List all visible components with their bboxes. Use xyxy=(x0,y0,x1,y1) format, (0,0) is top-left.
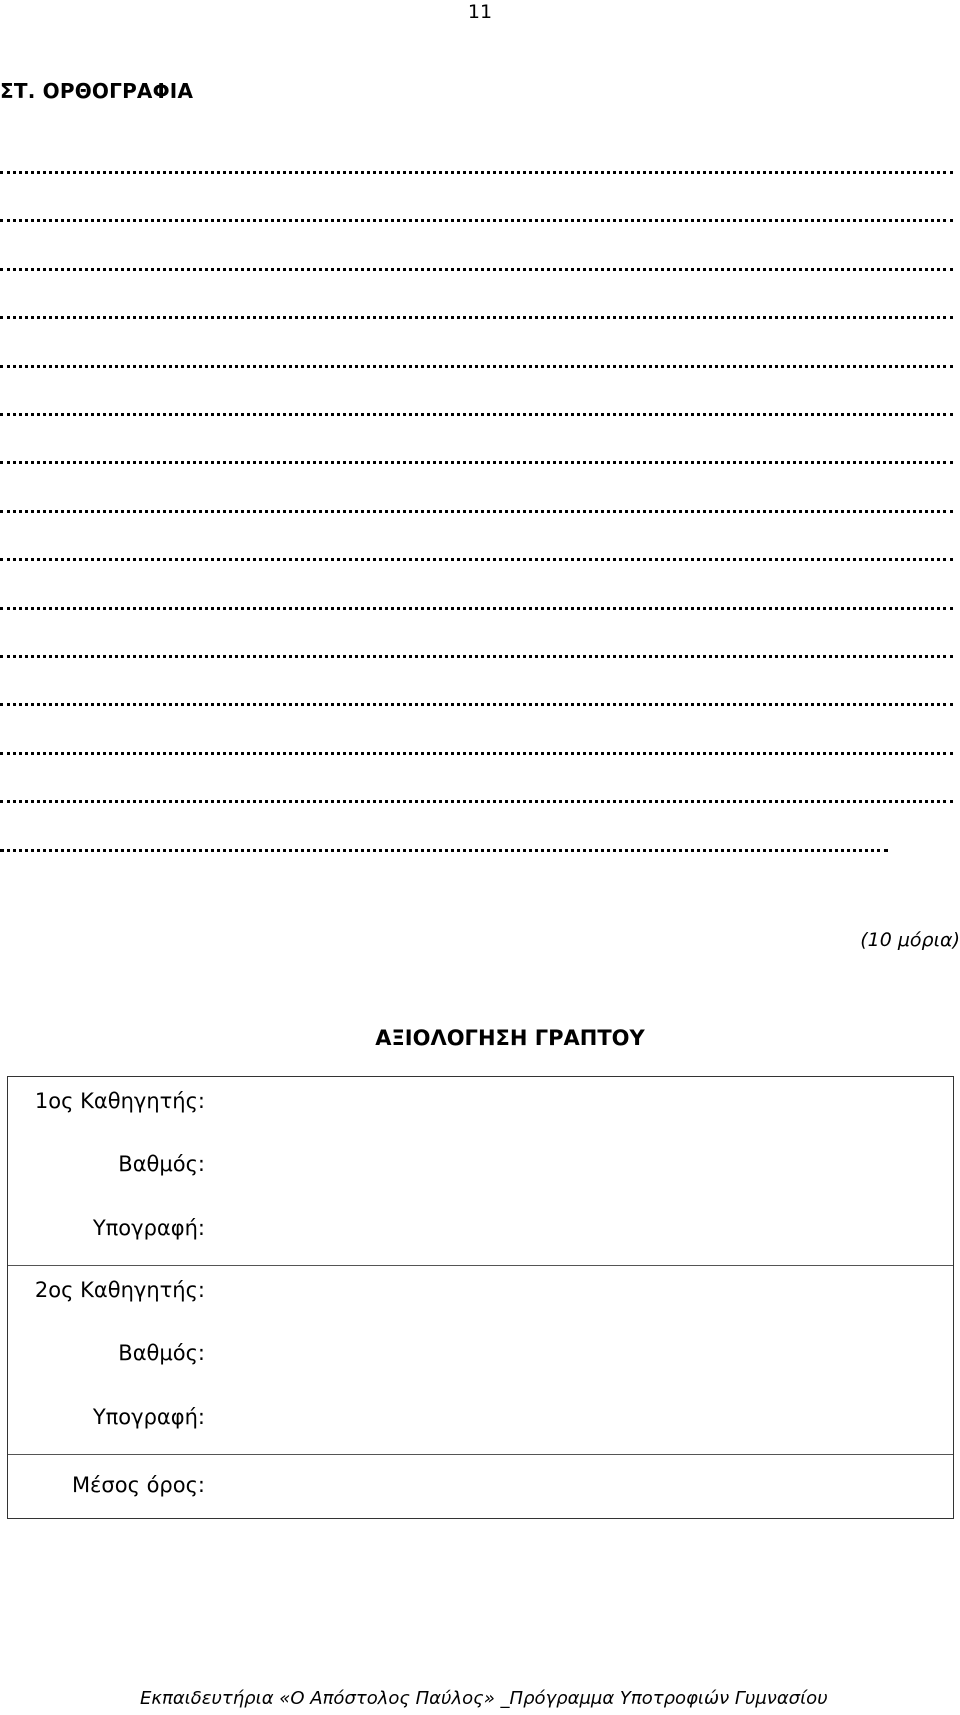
answer-line xyxy=(0,691,953,706)
evaluation-title: ΑΞΙΟΛΟΓΗΣΗ ΓΡΑΠΤΟΥ xyxy=(375,1026,645,1050)
grading-table xyxy=(7,1076,954,1519)
answer-line xyxy=(0,498,953,513)
answer-line xyxy=(0,256,953,271)
second-teacher-block xyxy=(8,1266,953,1455)
answer-line xyxy=(0,837,888,852)
average-label: Μέσος όρος: xyxy=(71,1473,205,1497)
second-teacher-label: 2ος Καθηγητής: xyxy=(34,1278,205,1302)
answer-line xyxy=(0,546,953,561)
answer-line xyxy=(0,595,953,610)
first-signature-label: Υπογραφή: xyxy=(92,1216,205,1240)
first-grade-label: Βαθμός: xyxy=(118,1152,205,1176)
answer-line xyxy=(0,304,953,319)
answer-line xyxy=(0,449,953,464)
points-label: (10 μόρια) xyxy=(860,929,960,951)
second-grade-label: Βαθμός: xyxy=(118,1341,205,1365)
first-teacher-block xyxy=(8,1077,953,1266)
average-block xyxy=(8,1455,953,1518)
page-number: 11 xyxy=(467,1,493,23)
answer-line xyxy=(0,353,953,368)
section-heading: ΣΤ. ΟΡΘΟΓΡΑΦΙΑ xyxy=(0,79,194,103)
first-teacher-label: 1ος Καθηγητής: xyxy=(34,1089,205,1113)
answer-line xyxy=(0,159,953,174)
page-footer: Εκπαιδευτήρια «Ο Απόστολος Παύλος» _Πρόγραμμα Υποτροφιών Γυμνασίου xyxy=(140,1688,828,1709)
answer-line xyxy=(0,401,953,416)
answer-line xyxy=(0,788,953,803)
answer-line xyxy=(0,207,953,222)
second-signature-label: Υπογραφή: xyxy=(92,1405,205,1429)
answer-line xyxy=(0,643,953,658)
answer-line xyxy=(0,740,953,755)
